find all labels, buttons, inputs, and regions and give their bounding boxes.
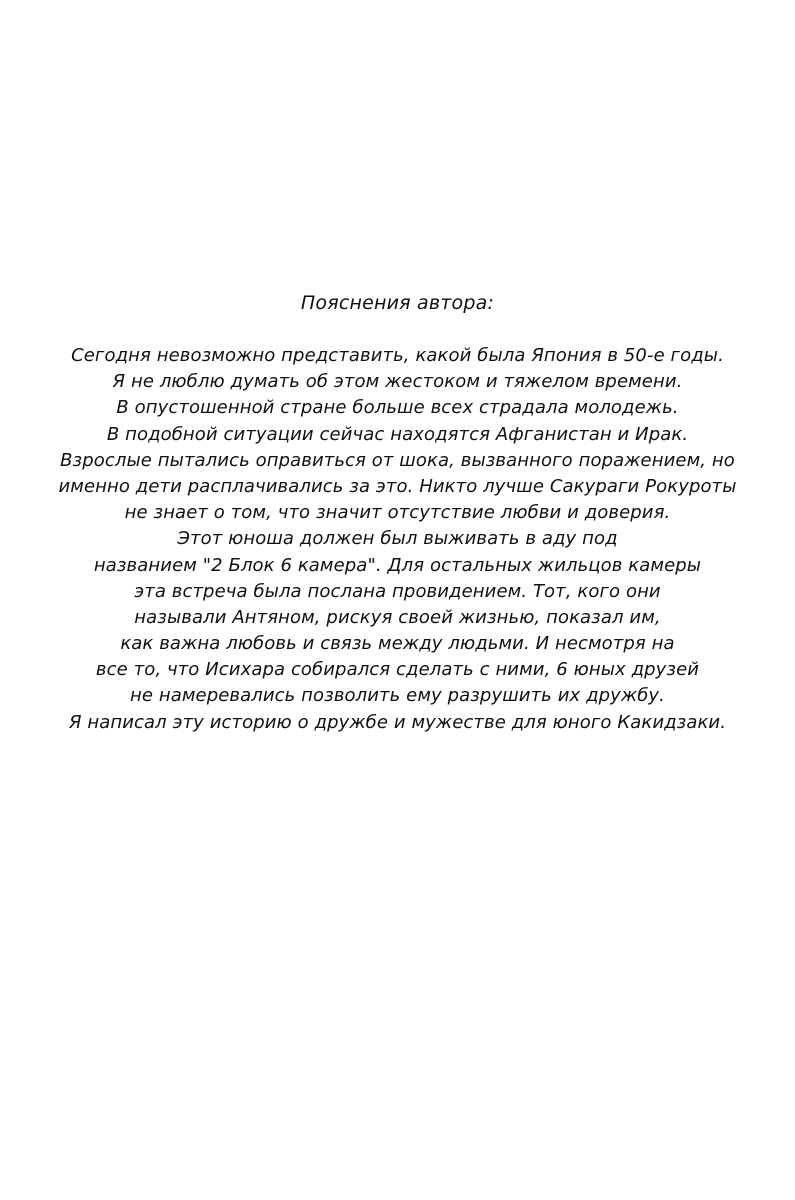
- notes-line: не знает о том, что значит отсутствие любви и доверия.: [124, 502, 671, 524]
- notes-line: В опустошенной стране больше всех страдала молодежь.: [116, 397, 679, 419]
- notes-line: именно дети расплачивались за это. Никто лучше Сакураги Рокуроты: [58, 475, 737, 497]
- notes-title: Пояснения автора:: [300, 292, 495, 314]
- notes-line: Я написал эту историю о дружбе и мужестве для юного Какидзаки.: [68, 711, 727, 733]
- notes-line: Взрослые пытались оправиться от шока, вызванного поражением, но: [60, 449, 735, 471]
- notes-line: Я не люблю думать об этом жестоком и тяжелом времени.: [112, 371, 683, 393]
- notes-body: [20, 343, 775, 736]
- notes-line: названием "2 Блок 6 камера". Для остальных жильцов камеры: [93, 554, 702, 576]
- notes-line: все то, что Исихара собирался сделать с ними, 6 юных друзей: [95, 659, 700, 681]
- notes-line: В подобной ситуации сейчас находятся Афганистан и Ирак.: [106, 423, 689, 445]
- notes-line: не намеревались позволить ему разрушить их дружбу.: [130, 685, 665, 707]
- notes-line: Сегодня невозможно представить, какой была Япония в 50-е годы.: [71, 345, 724, 366]
- notes-line: как важна любовь и связь между людьми. И несмотря на: [120, 633, 675, 655]
- notes-line: эта встреча была послана провидением. Тот, кого они: [134, 580, 661, 602]
- notes-line: называли Антяном, рискуя своей жизнью, показал им,: [134, 606, 661, 628]
- notes-line: Этот юноша должен был выживать в аду под: [177, 528, 618, 550]
